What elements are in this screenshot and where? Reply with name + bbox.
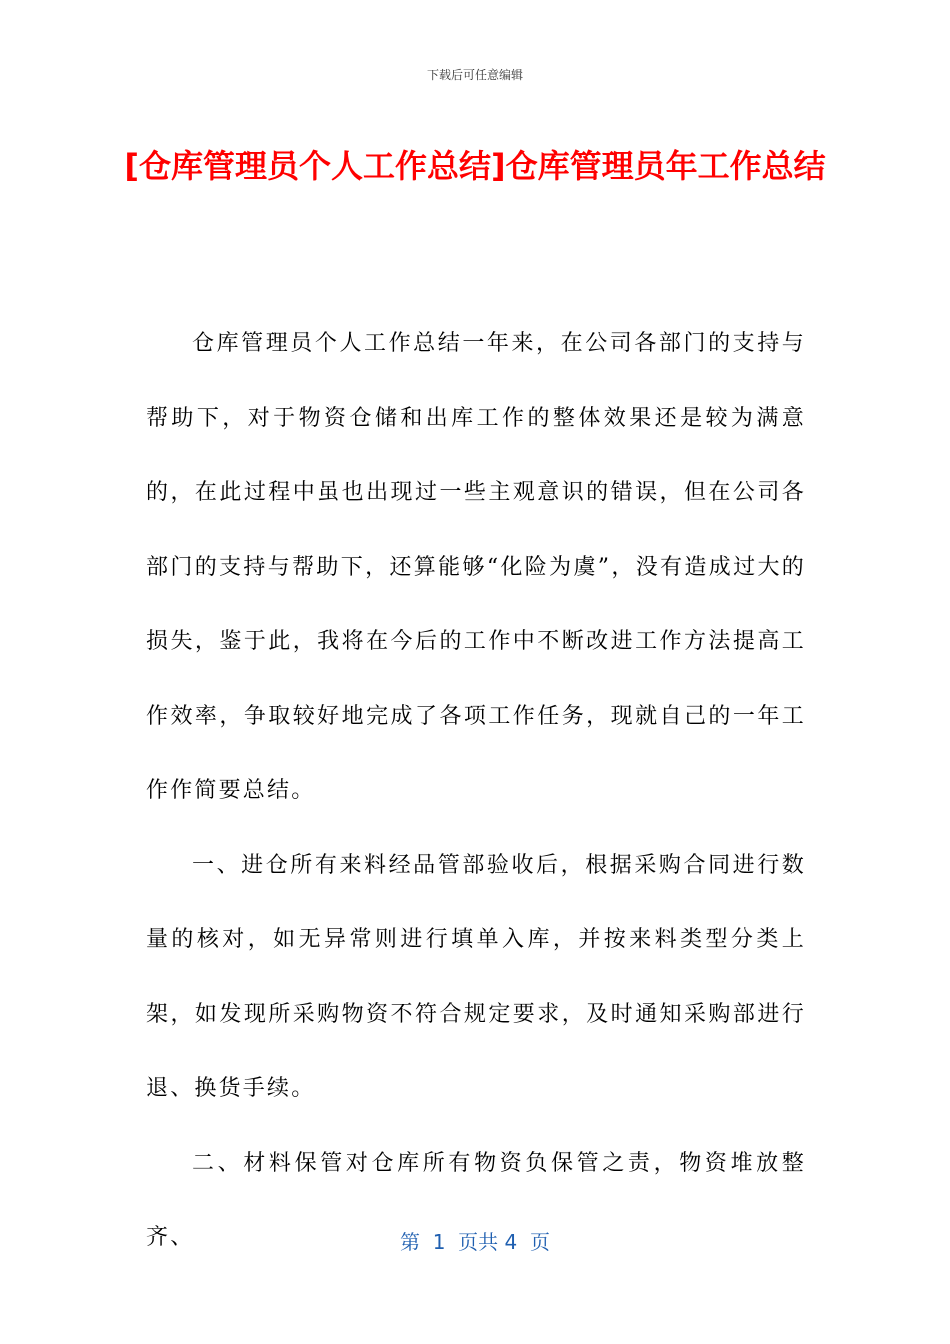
paragraph-intro: 仓库管理员个人工作总结一年来，在公司各部门的支持与帮助下，对于物资仓储和出库工作的整体效果还是较为满意的，在此过程中虽也出现过一些主观意识的错误，但在公司各部门的支持与帮助下，还算能够“化险为虞”，没有造成过大的损失，鉴于此，我将在今后的工作中不断改进工作方法提高工作效率，争取较好地完成了各项工作任务，现就自己的一年工作作简要总结。 xyxy=(146,331,806,803)
paragraph-section-2: 二、材料保管对仓库所有物资负保管之责，物资堆放整齐、 xyxy=(146,1150,806,1250)
document-body xyxy=(146,307,806,1276)
document-title: [仓库管理员个人工作总结]仓库管理员年工作总结 xyxy=(124,147,826,185)
paragraph-section-1: 一、进仓所有来料经品管部验收后，根据采购合同进行数量的核对，如无异常则进行填单入库，并按来料类型分类上架，如发现所采购物资不符合规定要求，及时通知采购部进行退、换货手续。 xyxy=(146,852,806,1101)
header-note: 下载后可任意编辑 xyxy=(426,68,523,82)
page-number-footer: 第 1 页共 4 页 xyxy=(400,1230,550,1254)
